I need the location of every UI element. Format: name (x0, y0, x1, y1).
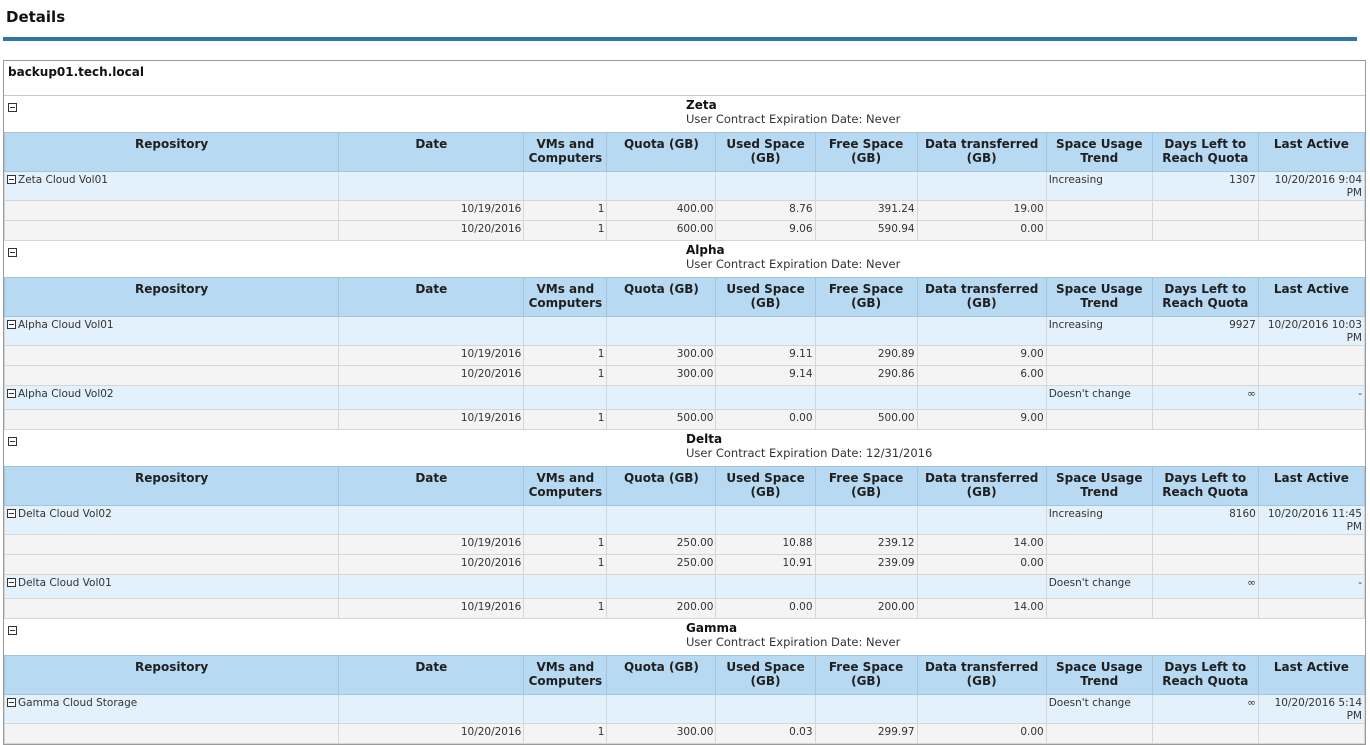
cell-transferred: 0.00 (917, 724, 1046, 744)
empty-cell (1046, 366, 1152, 386)
cell-used: 0.03 (716, 724, 815, 744)
cell-quota: 300.00 (607, 346, 716, 366)
cell-quota: 400.00 (607, 201, 716, 221)
empty-cell (1046, 410, 1152, 430)
cell-quota: 250.00 (607, 535, 716, 555)
column-header-vms[interactable]: VMs and Computers (524, 133, 607, 172)
cell-vms: 1 (524, 535, 607, 555)
days-left-to-quota: ∞ (1152, 386, 1258, 410)
cell-date: 10/19/2016 (339, 599, 524, 619)
empty-cell (5, 221, 339, 241)
empty-cell (607, 317, 716, 346)
collapse-icon[interactable] (8, 437, 17, 446)
empty-cell (1152, 724, 1258, 744)
empty-cell (815, 386, 917, 410)
space-usage-trend: Increasing (1046, 317, 1152, 346)
empty-cell (716, 506, 815, 535)
column-header-last-active[interactable]: Last Active (1258, 278, 1364, 317)
column-header-trend[interactable]: Space Usage Trend (1046, 467, 1152, 506)
empty-cell (5, 346, 339, 366)
empty-cell (524, 317, 607, 346)
empty-cell (1046, 346, 1152, 366)
column-header-trend[interactable]: Space Usage Trend (1046, 133, 1152, 172)
empty-cell (607, 506, 716, 535)
last-active: 10/20/2016 9:04 PM (1258, 172, 1364, 201)
table-row (5, 724, 1365, 744)
repository-table (4, 466, 1365, 619)
cell-vms: 1 (524, 221, 607, 241)
empty-cell (607, 575, 716, 599)
empty-cell (716, 317, 815, 346)
tenant-header (4, 96, 1365, 132)
repository-row[interactable] (5, 575, 1365, 599)
column-header-free[interactable]: Free Space (GB) (815, 278, 917, 317)
empty-cell (1258, 346, 1364, 366)
last-active: 10/20/2016 10:03 PM (1258, 317, 1364, 346)
cell-date: 10/19/2016 (339, 346, 524, 366)
empty-cell (1152, 366, 1258, 386)
empty-cell (1152, 535, 1258, 555)
empty-cell (917, 506, 1046, 535)
column-header-days-left[interactable]: Days Left to Reach Quota (1152, 656, 1258, 695)
column-header-vms[interactable]: VMs and Computers (524, 656, 607, 695)
column-header-free[interactable]: Free Space (GB) (815, 467, 917, 506)
days-left-to-quota: ∞ (1152, 575, 1258, 599)
cell-used: 8.76 (716, 201, 815, 221)
repository-row[interactable] (5, 695, 1365, 724)
repository-name: Delta Cloud Vol02 (18, 508, 112, 520)
column-header-repository[interactable]: Repository (5, 133, 339, 172)
repository-name: Alpha Cloud Vol02 (18, 388, 114, 400)
empty-cell (1258, 366, 1364, 386)
column-header-date[interactable]: Date (339, 278, 524, 317)
table-row (5, 366, 1365, 386)
title-divider (3, 37, 1357, 41)
table-row (5, 346, 1365, 366)
tenant-header (4, 241, 1365, 277)
column-header-quota[interactable]: Quota (GB) (607, 656, 716, 695)
collapse-icon[interactable] (7, 320, 16, 329)
table-header-row (5, 467, 1365, 506)
column-header-vms[interactable]: VMs and Computers (524, 467, 607, 506)
repository-name-cell (5, 172, 339, 201)
cell-free: 239.12 (815, 535, 917, 555)
cell-transferred: 0.00 (917, 555, 1046, 575)
cell-date: 10/20/2016 (339, 724, 524, 744)
empty-cell (1152, 599, 1258, 619)
empty-cell (339, 172, 524, 201)
column-header-trend[interactable]: Space Usage Trend (1046, 278, 1152, 317)
server-name: backup01.tech.local (4, 61, 1365, 96)
column-header-date[interactable]: Date (339, 133, 524, 172)
empty-cell (917, 695, 1046, 724)
empty-cell (5, 535, 339, 555)
cell-transferred: 9.00 (917, 410, 1046, 430)
tenant-name: Delta (686, 432, 723, 446)
cell-vms: 1 (524, 724, 607, 744)
collapse-icon[interactable] (8, 103, 17, 112)
cell-free: 200.00 (815, 599, 917, 619)
column-header-free[interactable]: Free Space (GB) (815, 656, 917, 695)
table-row (5, 410, 1365, 430)
empty-cell (339, 506, 524, 535)
table-header-row (5, 133, 1365, 172)
days-left-to-quota: 9927 (1152, 317, 1258, 346)
column-header-days-left[interactable]: Days Left to Reach Quota (1152, 278, 1258, 317)
column-header-used[interactable]: Used Space (GB) (716, 467, 815, 506)
tenant-list (4, 96, 1365, 744)
empty-cell (716, 695, 815, 724)
cell-date: 10/20/2016 (339, 366, 524, 386)
cell-used: 10.88 (716, 535, 815, 555)
last-active: 10/20/2016 5:14 PM (1258, 695, 1364, 724)
space-usage-trend: Doesn't change (1046, 386, 1152, 410)
empty-cell (339, 695, 524, 724)
empty-cell (1152, 555, 1258, 575)
tenant-header (4, 430, 1365, 466)
empty-cell (1046, 535, 1152, 555)
cell-transferred: 14.00 (917, 599, 1046, 619)
cell-quota: 600.00 (607, 221, 716, 241)
repository-row[interactable] (5, 172, 1365, 201)
cell-vms: 1 (524, 410, 607, 430)
repository-name: Alpha Cloud Vol01 (18, 319, 114, 331)
column-header-transferred[interactable]: Data transferred (GB) (917, 278, 1046, 317)
cell-quota: 300.00 (607, 724, 716, 744)
cell-used: 10.91 (716, 555, 815, 575)
empty-cell (5, 724, 339, 744)
table-row (5, 599, 1365, 619)
column-header-quota[interactable]: Quota (GB) (607, 278, 716, 317)
empty-cell (815, 695, 917, 724)
last-active: - (1258, 575, 1364, 599)
collapse-icon[interactable] (7, 175, 16, 184)
collapse-icon[interactable] (7, 698, 16, 707)
repository-table (4, 277, 1365, 430)
empty-cell (815, 172, 917, 201)
empty-cell (716, 575, 815, 599)
empty-cell (1152, 221, 1258, 241)
table-row (5, 221, 1365, 241)
cell-vms: 1 (524, 366, 607, 386)
empty-cell (1258, 410, 1364, 430)
empty-cell (815, 575, 917, 599)
space-usage-trend: Doesn't change (1046, 695, 1152, 724)
cell-vms: 1 (524, 346, 607, 366)
days-left-to-quota: ∞ (1152, 695, 1258, 724)
empty-cell (607, 386, 716, 410)
cell-transferred: 0.00 (917, 221, 1046, 241)
empty-cell (5, 201, 339, 221)
empty-cell (524, 575, 607, 599)
column-header-repository[interactable]: Repository (5, 656, 339, 695)
cell-vms: 1 (524, 201, 607, 221)
details-report (3, 60, 1366, 745)
column-header-days-left[interactable]: Days Left to Reach Quota (1152, 133, 1258, 172)
empty-cell (815, 317, 917, 346)
cell-date: 10/19/2016 (339, 201, 524, 221)
cell-quota: 200.00 (607, 599, 716, 619)
empty-cell (917, 575, 1046, 599)
tenant-header (4, 619, 1365, 655)
repository-name: Gamma Cloud Storage (18, 697, 138, 709)
repository-row[interactable] (5, 386, 1365, 410)
empty-cell (716, 386, 815, 410)
repository-name-cell (5, 695, 339, 724)
empty-cell (1046, 724, 1152, 744)
cell-used: 0.00 (716, 410, 815, 430)
cell-vms: 1 (524, 555, 607, 575)
cell-quota: 250.00 (607, 555, 716, 575)
cell-date: 10/20/2016 (339, 555, 524, 575)
repository-name-cell (5, 575, 339, 599)
column-header-quota[interactable]: Quota (GB) (607, 133, 716, 172)
collapse-icon[interactable] (8, 248, 17, 257)
column-header-date[interactable]: Date (339, 656, 524, 695)
empty-cell (917, 317, 1046, 346)
empty-cell (1258, 201, 1364, 221)
tenant-name: Gamma (686, 621, 738, 635)
empty-cell (716, 172, 815, 201)
tenant-contract-expiration: User Contract Expiration Date: 12/31/2016 (686, 446, 933, 460)
column-header-used[interactable]: Used Space (GB) (716, 278, 815, 317)
cell-quota: 500.00 (607, 410, 716, 430)
repository-name-cell (5, 317, 339, 346)
cell-free: 500.00 (815, 410, 917, 430)
space-usage-trend: Increasing (1046, 172, 1152, 201)
cell-free: 290.89 (815, 346, 917, 366)
column-header-transferred[interactable]: Data transferred (GB) (917, 656, 1046, 695)
repository-name: Zeta Cloud Vol01 (18, 174, 108, 186)
empty-cell (1152, 346, 1258, 366)
repository-name-cell (5, 386, 339, 410)
last-active: - (1258, 386, 1364, 410)
empty-cell (607, 695, 716, 724)
column-header-trend[interactable]: Space Usage Trend (1046, 656, 1152, 695)
table-row (5, 201, 1365, 221)
repository-name: Delta Cloud Vol01 (18, 577, 112, 589)
tenant-name: Alpha (686, 243, 725, 257)
empty-cell (1258, 724, 1364, 744)
empty-cell (339, 575, 524, 599)
empty-cell (917, 172, 1046, 201)
tenant-contract-expiration: User Contract Expiration Date: Never (686, 635, 901, 649)
cell-used: 0.00 (716, 599, 815, 619)
cell-used: 9.11 (716, 346, 815, 366)
empty-cell (1046, 555, 1152, 575)
empty-cell (339, 317, 524, 346)
cell-quota: 300.00 (607, 366, 716, 386)
column-header-repository[interactable]: Repository (5, 278, 339, 317)
column-header-days-left[interactable]: Days Left to Reach Quota (1152, 467, 1258, 506)
column-header-quota[interactable]: Quota (GB) (607, 467, 716, 506)
tenant-contract-expiration: User Contract Expiration Date: Never (686, 112, 901, 126)
empty-cell (917, 386, 1046, 410)
column-header-used[interactable]: Used Space (GB) (716, 133, 815, 172)
space-usage-trend: Doesn't change (1046, 575, 1152, 599)
empty-cell (1258, 535, 1364, 555)
column-header-transferred[interactable]: Data transferred (GB) (917, 133, 1046, 172)
tenant-name: Zeta (686, 98, 717, 112)
empty-cell (1046, 221, 1152, 241)
empty-cell (1046, 201, 1152, 221)
table-row (5, 535, 1365, 555)
cell-free: 299.97 (815, 724, 917, 744)
table-header-row (5, 656, 1365, 695)
days-left-to-quota: 8160 (1152, 506, 1258, 535)
repository-row[interactable] (5, 506, 1365, 535)
cell-transferred: 19.00 (917, 201, 1046, 221)
cell-vms: 1 (524, 599, 607, 619)
empty-cell (815, 506, 917, 535)
empty-cell (5, 366, 339, 386)
empty-cell (1258, 555, 1364, 575)
tenant-contract-expiration: User Contract Expiration Date: Never (686, 257, 901, 271)
empty-cell (1152, 201, 1258, 221)
empty-cell (524, 386, 607, 410)
cell-free: 590.94 (815, 221, 917, 241)
repository-table (4, 132, 1365, 241)
cell-date: 10/20/2016 (339, 221, 524, 241)
cell-free: 290.86 (815, 366, 917, 386)
column-header-used[interactable]: Used Space (GB) (716, 656, 815, 695)
column-header-free[interactable]: Free Space (GB) (815, 133, 917, 172)
empty-cell (5, 599, 339, 619)
empty-cell (1152, 410, 1258, 430)
cell-date: 10/19/2016 (339, 535, 524, 555)
column-header-vms[interactable]: VMs and Computers (524, 278, 607, 317)
column-header-transferred[interactable]: Data transferred (GB) (917, 467, 1046, 506)
collapse-icon[interactable] (8, 626, 17, 635)
column-header-date[interactable]: Date (339, 467, 524, 506)
empty-cell (607, 172, 716, 201)
collapse-icon[interactable] (7, 509, 16, 518)
column-header-repository[interactable]: Repository (5, 467, 339, 506)
last-active: 10/20/2016 11:45 PM (1258, 506, 1364, 535)
cell-transferred: 6.00 (917, 366, 1046, 386)
cell-transferred: 14.00 (917, 535, 1046, 555)
page-title: Details (6, 8, 66, 26)
cell-free: 239.09 (815, 555, 917, 575)
repository-name-cell (5, 506, 339, 535)
collapse-icon[interactable] (7, 389, 16, 398)
table-header-row (5, 278, 1365, 317)
empty-cell (5, 410, 339, 430)
empty-cell (1046, 599, 1152, 619)
collapse-icon[interactable] (7, 578, 16, 587)
column-header-last-active[interactable]: Last Active (1258, 467, 1364, 506)
space-usage-trend: Increasing (1046, 506, 1152, 535)
days-left-to-quota: 1307 (1152, 172, 1258, 201)
repository-row[interactable] (5, 317, 1365, 346)
empty-cell (5, 555, 339, 575)
column-header-last-active[interactable]: Last Active (1258, 133, 1364, 172)
repository-table (4, 655, 1365, 744)
empty-cell (1258, 221, 1364, 241)
empty-cell (339, 386, 524, 410)
cell-free: 391.24 (815, 201, 917, 221)
cell-date: 10/19/2016 (339, 410, 524, 430)
cell-used: 9.14 (716, 366, 815, 386)
empty-cell (1258, 599, 1364, 619)
cell-transferred: 9.00 (917, 346, 1046, 366)
empty-cell (524, 695, 607, 724)
empty-cell (524, 172, 607, 201)
column-header-last-active[interactable]: Last Active (1258, 656, 1364, 695)
cell-used: 9.06 (716, 221, 815, 241)
table-row (5, 555, 1365, 575)
empty-cell (524, 506, 607, 535)
